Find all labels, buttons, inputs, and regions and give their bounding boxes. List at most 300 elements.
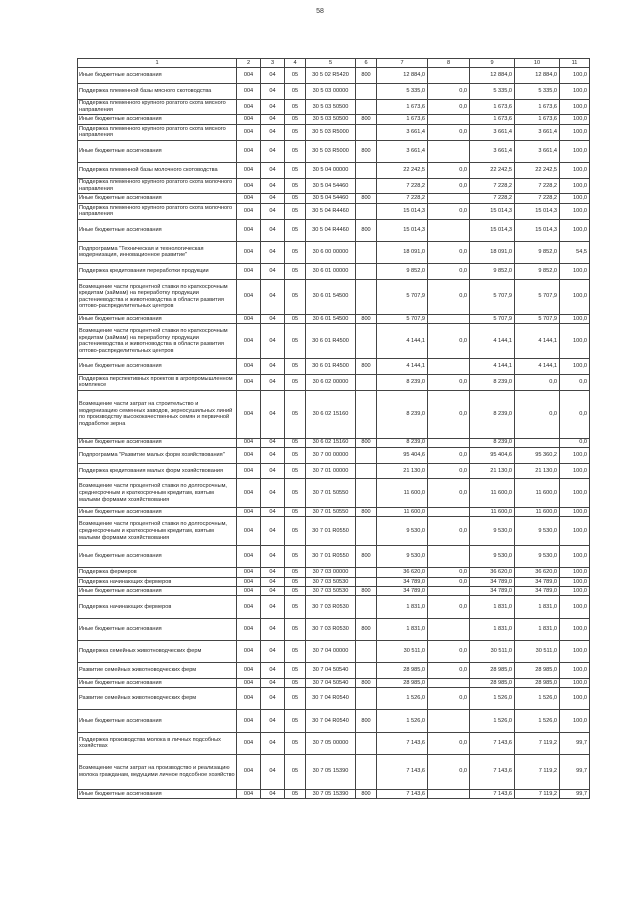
section-code-cell: 04 (261, 618, 285, 640)
table-row (78, 732, 590, 754)
table-row (78, 688, 590, 710)
row-name-cell: Возмещение части затрат на строительство и модернизацию семенных заводов, зерносушильных линий по производству высококачественных семян и первичной подработке зерна (78, 390, 237, 438)
row-name-cell: Поддержка перспективных проектов в агропромышленном комплексе (78, 374, 237, 390)
ministry-code-cell: 004 (237, 662, 261, 678)
ministry-code-cell: 004 (237, 463, 261, 479)
refined-amount-cell: 11 600,0 (470, 508, 515, 517)
ministry-code-cell: 004 (237, 178, 261, 194)
execution-percent-cell: 99,7 (560, 732, 590, 754)
change-amount-cell: 0,0 (428, 662, 470, 678)
executed-amount-cell: 28 985,0 (515, 662, 560, 678)
table-row (78, 314, 590, 323)
ministry-code-cell: 004 (237, 314, 261, 323)
ministry-code-cell: 004 (237, 390, 261, 438)
refined-amount-cell: 12 884,0 (470, 68, 515, 84)
section-code-cell: 04 (261, 754, 285, 789)
section-code-cell: 04 (261, 314, 285, 323)
subsection-code-cell: 05 (285, 517, 306, 546)
section-code-cell: 04 (261, 279, 285, 314)
approved-amount-cell: 11 600,0 (377, 508, 428, 517)
expense-type-cell: 800 (356, 546, 377, 568)
executed-amount-cell: 7 119,2 (515, 732, 560, 754)
target-article-cell: 30 6 01 R4500 (306, 324, 356, 359)
refined-amount-cell: 21 130,0 (470, 463, 515, 479)
section-code-cell: 04 (261, 640, 285, 662)
row-name-cell: Развитие семейных животноводческих ферм (78, 688, 237, 710)
refined-amount-cell: 3 661,4 (470, 140, 515, 162)
subsection-code-cell: 05 (285, 789, 306, 798)
subsection-code-cell: 05 (285, 359, 306, 375)
approved-amount-cell: 28 985,0 (377, 678, 428, 687)
table-row (78, 162, 590, 178)
expense-type-cell (356, 517, 377, 546)
approved-amount-cell: 30 511,0 (377, 640, 428, 662)
refined-amount-cell: 5 707,9 (470, 279, 515, 314)
refined-amount-cell: 7 143,6 (470, 754, 515, 789)
executed-amount-cell: 30 511,0 (515, 640, 560, 662)
table-row (78, 374, 590, 390)
header-cell: 1 (78, 59, 237, 68)
target-article-cell: 30 7 04 50540 (306, 678, 356, 687)
subsection-code-cell: 05 (285, 508, 306, 517)
target-article-cell: 30 7 04 R0540 (306, 710, 356, 732)
change-amount-cell (428, 438, 470, 447)
change-amount-cell: 0,0 (428, 577, 470, 586)
expense-type-cell (356, 203, 377, 219)
target-article-cell: 30 7 04 00000 (306, 640, 356, 662)
subsection-code-cell: 05 (285, 279, 306, 314)
table-row (78, 263, 590, 279)
change-amount-cell (428, 618, 470, 640)
execution-percent-cell: 100,0 (560, 678, 590, 687)
execution-percent-cell: 100,0 (560, 359, 590, 375)
ministry-code-cell: 004 (237, 546, 261, 568)
section-code-cell: 04 (261, 596, 285, 618)
row-name-cell: Поддержка фермеров (78, 568, 237, 577)
refined-amount-cell: 9 530,0 (470, 517, 515, 546)
execution-percent-cell: 100,0 (560, 162, 590, 178)
expense-type-cell: 800 (356, 618, 377, 640)
approved-amount-cell: 3 661,4 (377, 140, 428, 162)
section-code-cell: 04 (261, 99, 285, 115)
target-article-cell: 30 5 04 54460 (306, 194, 356, 203)
row-name-cell: Иные бюджетные ассигнования (78, 219, 237, 241)
table-row (78, 124, 590, 140)
approved-amount-cell: 1 526,0 (377, 710, 428, 732)
table-row (78, 447, 590, 463)
change-amount-cell (428, 789, 470, 798)
row-name-cell: Иные бюджетные ассигнования (78, 508, 237, 517)
approved-amount-cell: 5 707,9 (377, 314, 428, 323)
refined-amount-cell: 95 404,6 (470, 447, 515, 463)
section-code-cell: 04 (261, 124, 285, 140)
target-article-cell: 30 7 01 50550 (306, 479, 356, 508)
refined-amount-cell: 8 239,0 (470, 438, 515, 447)
refined-amount-cell: 9 530,0 (470, 546, 515, 568)
execution-percent-cell: 100,0 (560, 688, 590, 710)
target-article-cell: 30 7 04 R0540 (306, 688, 356, 710)
refined-amount-cell: 30 511,0 (470, 640, 515, 662)
expense-type-cell: 800 (356, 789, 377, 798)
execution-percent-cell: 100,0 (560, 314, 590, 323)
approved-amount-cell: 8 239,0 (377, 374, 428, 390)
ministry-code-cell: 004 (237, 577, 261, 586)
subsection-code-cell: 05 (285, 479, 306, 508)
executed-amount-cell: 95 360,2 (515, 447, 560, 463)
executed-amount-cell: 1 673,6 (515, 99, 560, 115)
table-row (78, 754, 590, 789)
change-amount-cell (428, 194, 470, 203)
executed-amount-cell: 7 228,2 (515, 194, 560, 203)
ministry-code-cell: 004 (237, 83, 261, 99)
header-cell: 9 (470, 59, 515, 68)
target-article-cell: 30 5 04 R4460 (306, 219, 356, 241)
row-name-cell: Возмещение части затрат на производство и реализацию молока гражданам, ведущими личное подсобное хозяйство (78, 754, 237, 789)
refined-amount-cell: 5 335,0 (470, 83, 515, 99)
expense-type-cell: 800 (356, 710, 377, 732)
table-row (78, 194, 590, 203)
target-article-cell: 30 7 03 00000 (306, 568, 356, 577)
refined-amount-cell: 34 789,0 (470, 577, 515, 586)
change-amount-cell: 0,0 (428, 124, 470, 140)
subsection-code-cell: 05 (285, 447, 306, 463)
ministry-code-cell: 004 (237, 568, 261, 577)
target-article-cell: 30 7 01 50550 (306, 508, 356, 517)
row-name-cell: Поддержка племенного крупного рогатого скота молочного направления (78, 203, 237, 219)
table-row (78, 546, 590, 568)
row-name-cell: Поддержка начинающих фермеров (78, 596, 237, 618)
row-name-cell: Иные бюджетные ассигнования (78, 438, 237, 447)
table-row (78, 662, 590, 678)
expense-type-cell (356, 374, 377, 390)
row-name-cell: Возмещение части процентной ставки по долгосрочным, среднесрочным и краткосрочным кредитам, взятым малыми формами хозяйствования (78, 479, 237, 508)
execution-percent-cell: 100,0 (560, 83, 590, 99)
subsection-code-cell: 05 (285, 587, 306, 596)
change-amount-cell (428, 219, 470, 241)
table-row (78, 115, 590, 124)
approved-amount-cell: 1 831,0 (377, 618, 428, 640)
table-row (78, 279, 590, 314)
approved-amount-cell: 36 620,0 (377, 568, 428, 577)
target-article-cell: 30 6 01 54500 (306, 279, 356, 314)
refined-amount-cell: 1 831,0 (470, 618, 515, 640)
approved-amount-cell: 8 239,0 (377, 438, 428, 447)
row-name-cell: Поддержка семейных животноводческих ферм (78, 640, 237, 662)
target-article-cell: 30 7 03 50530 (306, 587, 356, 596)
subsection-code-cell: 05 (285, 732, 306, 754)
subsection-code-cell: 05 (285, 390, 306, 438)
row-name-cell: Поддержка племенного крупного рогатого скота молочного направления (78, 178, 237, 194)
execution-percent-cell: 100,0 (560, 577, 590, 586)
table-row (78, 596, 590, 618)
change-amount-cell: 0,0 (428, 279, 470, 314)
execution-percent-cell: 100,0 (560, 178, 590, 194)
executed-amount-cell: 1 831,0 (515, 618, 560, 640)
executed-amount-cell: 1 831,0 (515, 596, 560, 618)
refined-amount-cell: 7 143,6 (470, 732, 515, 754)
ministry-code-cell: 004 (237, 203, 261, 219)
change-amount-cell (428, 587, 470, 596)
executed-amount-cell: 12 884,0 (515, 68, 560, 84)
approved-amount-cell: 8 239,0 (377, 390, 428, 438)
executed-amount-cell: 28 985,0 (515, 678, 560, 687)
expense-type-cell (356, 447, 377, 463)
section-code-cell: 04 (261, 662, 285, 678)
section-code-cell: 04 (261, 517, 285, 546)
table-row (78, 359, 590, 375)
expense-type-cell (356, 732, 377, 754)
row-name-cell: Поддержка племенной базы молочного скотоводства (78, 162, 237, 178)
change-amount-cell: 0,0 (428, 596, 470, 618)
header-cell: 10 (515, 59, 560, 68)
ministry-code-cell: 004 (237, 279, 261, 314)
section-code-cell: 04 (261, 140, 285, 162)
execution-percent-cell: 100,0 (560, 140, 590, 162)
row-name-cell: Иные бюджетные ассигнования (78, 618, 237, 640)
refined-amount-cell: 28 985,0 (470, 678, 515, 687)
target-article-cell: 30 7 01 00000 (306, 463, 356, 479)
target-article-cell: 30 6 02 15160 (306, 438, 356, 447)
subsection-code-cell: 05 (285, 263, 306, 279)
approved-amount-cell: 7 228,2 (377, 194, 428, 203)
expense-type-cell (356, 178, 377, 194)
ministry-code-cell: 004 (237, 374, 261, 390)
executed-amount-cell: 9 530,0 (515, 546, 560, 568)
table-row (78, 618, 590, 640)
executed-amount-cell: 7 119,2 (515, 789, 560, 798)
section-code-cell: 04 (261, 263, 285, 279)
refined-amount-cell: 18 091,0 (470, 241, 515, 263)
execution-percent-cell: 100,0 (560, 203, 590, 219)
section-code-cell: 04 (261, 789, 285, 798)
change-amount-cell: 0,0 (428, 463, 470, 479)
executed-amount-cell: 3 661,4 (515, 124, 560, 140)
section-code-cell: 04 (261, 508, 285, 517)
approved-amount-cell: 9 852,0 (377, 263, 428, 279)
executed-amount-cell: 1 526,0 (515, 710, 560, 732)
expense-type-cell: 800 (356, 115, 377, 124)
approved-amount-cell: 7 143,6 (377, 789, 428, 798)
change-amount-cell: 0,0 (428, 390, 470, 438)
approved-amount-cell: 7 143,6 (377, 732, 428, 754)
subsection-code-cell: 05 (285, 618, 306, 640)
executed-amount-cell: 5 707,9 (515, 314, 560, 323)
section-code-cell: 04 (261, 710, 285, 732)
target-article-cell: 30 5 03 R5000 (306, 124, 356, 140)
approved-amount-cell: 34 789,0 (377, 577, 428, 586)
expense-type-cell (356, 83, 377, 99)
change-amount-cell: 0,0 (428, 447, 470, 463)
expense-type-cell: 800 (356, 508, 377, 517)
expense-type-cell (356, 124, 377, 140)
change-amount-cell: 0,0 (428, 754, 470, 789)
header-cell: 8 (428, 59, 470, 68)
refined-amount-cell: 34 789,0 (470, 587, 515, 596)
subsection-code-cell: 05 (285, 577, 306, 586)
execution-percent-cell: 100,0 (560, 447, 590, 463)
target-article-cell: 30 6 00 00000 (306, 241, 356, 263)
header-cell: 3 (261, 59, 285, 68)
change-amount-cell: 0,0 (428, 162, 470, 178)
row-name-cell: Подпрограмма "Развитие малых форм хозяйствования" (78, 447, 237, 463)
target-article-cell: 30 7 05 00000 (306, 732, 356, 754)
change-amount-cell: 0,0 (428, 203, 470, 219)
execution-percent-cell: 99,7 (560, 789, 590, 798)
row-name-cell: Иные бюджетные ассигнования (78, 789, 237, 798)
executed-amount-cell: 7 228,2 (515, 178, 560, 194)
execution-percent-cell: 100,0 (560, 479, 590, 508)
change-amount-cell (428, 546, 470, 568)
refined-amount-cell: 1 831,0 (470, 596, 515, 618)
section-code-cell: 04 (261, 115, 285, 124)
refined-amount-cell: 5 707,9 (470, 314, 515, 323)
change-amount-cell: 0,0 (428, 241, 470, 263)
row-name-cell: Иные бюджетные ассигнования (78, 359, 237, 375)
refined-amount-cell: 7 143,6 (470, 789, 515, 798)
ministry-code-cell: 004 (237, 587, 261, 596)
section-code-cell: 04 (261, 587, 285, 596)
target-article-cell: 30 5 03 50500 (306, 99, 356, 115)
approved-amount-cell: 1 831,0 (377, 596, 428, 618)
refined-amount-cell: 36 620,0 (470, 568, 515, 577)
section-code-cell: 04 (261, 194, 285, 203)
section-code-cell: 04 (261, 203, 285, 219)
refined-amount-cell: 8 239,0 (470, 374, 515, 390)
approved-amount-cell: 1 673,6 (377, 115, 428, 124)
expense-type-cell (356, 479, 377, 508)
change-amount-cell: 0,0 (428, 640, 470, 662)
table-row (78, 99, 590, 115)
change-amount-cell (428, 678, 470, 687)
execution-percent-cell: 100,0 (560, 324, 590, 359)
approved-amount-cell: 4 144,1 (377, 324, 428, 359)
refined-amount-cell: 7 228,2 (470, 178, 515, 194)
executed-amount-cell: 9 852,0 (515, 241, 560, 263)
execution-percent-cell: 0,0 (560, 390, 590, 438)
execution-percent-cell: 100,0 (560, 640, 590, 662)
execution-percent-cell: 100,0 (560, 68, 590, 84)
change-amount-cell (428, 314, 470, 323)
approved-amount-cell: 1 526,0 (377, 688, 428, 710)
table-row (78, 463, 590, 479)
executed-amount-cell: 9 852,0 (515, 263, 560, 279)
execution-percent-cell: 99,7 (560, 754, 590, 789)
row-name-cell: Поддержка племенного крупного рогатого скота мясного направления (78, 99, 237, 115)
execution-percent-cell: 0,0 (560, 374, 590, 390)
approved-amount-cell: 34 789,0 (377, 587, 428, 596)
refined-amount-cell: 15 014,3 (470, 203, 515, 219)
change-amount-cell: 0,0 (428, 732, 470, 754)
target-article-cell: 30 6 01 54500 (306, 314, 356, 323)
execution-percent-cell: 100,0 (560, 219, 590, 241)
target-article-cell: 30 6 01 00000 (306, 263, 356, 279)
header-cell: 2 (237, 59, 261, 68)
execution-percent-cell: 100,0 (560, 710, 590, 732)
row-name-cell: Поддержка начинающих фермеров (78, 577, 237, 586)
change-amount-cell: 0,0 (428, 688, 470, 710)
target-article-cell: 30 5 04 00000 (306, 162, 356, 178)
refined-amount-cell: 15 014,3 (470, 219, 515, 241)
executed-amount-cell: 21 130,0 (515, 463, 560, 479)
target-article-cell: 30 5 03 50500 (306, 115, 356, 124)
executed-amount-cell: 11 600,0 (515, 479, 560, 508)
approved-amount-cell: 12 884,0 (377, 68, 428, 84)
row-name-cell: Возмещение части процентной ставки по долгосрочным, среднесрочным и краткосрочным кредитам, взятым малыми формами хозяйствования (78, 517, 237, 546)
expense-type-cell: 800 (356, 140, 377, 162)
row-name-cell: Иные бюджетные ассигнования (78, 115, 237, 124)
table-row (78, 508, 590, 517)
ministry-code-cell: 004 (237, 162, 261, 178)
section-code-cell: 04 (261, 219, 285, 241)
executed-amount-cell: 1 673,6 (515, 115, 560, 124)
header-cell: 7 (377, 59, 428, 68)
change-amount-cell (428, 710, 470, 732)
executed-amount-cell: 11 600,0 (515, 508, 560, 517)
subsection-code-cell: 05 (285, 219, 306, 241)
approved-amount-cell: 28 985,0 (377, 662, 428, 678)
section-code-cell: 04 (261, 83, 285, 99)
executed-amount-cell: 9 530,0 (515, 517, 560, 546)
row-name-cell: Поддержка кредитования переработки продукции (78, 263, 237, 279)
target-article-cell: 30 5 04 R4460 (306, 203, 356, 219)
row-name-cell: Поддержка производства молока в личных подсобных хозяйствах (78, 732, 237, 754)
section-code-cell: 04 (261, 438, 285, 447)
execution-percent-cell: 100,0 (560, 115, 590, 124)
refined-amount-cell: 3 661,4 (470, 124, 515, 140)
subsection-code-cell: 05 (285, 710, 306, 732)
table-row (78, 640, 590, 662)
subsection-code-cell: 05 (285, 463, 306, 479)
execution-percent-cell: 100,0 (560, 263, 590, 279)
expense-type-cell: 800 (356, 359, 377, 375)
table-row (78, 789, 590, 798)
executed-amount-cell: 4 144,1 (515, 359, 560, 375)
execution-percent-cell: 100,0 (560, 194, 590, 203)
header-cell: 5 (306, 59, 356, 68)
target-article-cell: 30 5 04 54460 (306, 178, 356, 194)
executed-amount-cell: 0,0 (515, 374, 560, 390)
table-row (78, 178, 590, 194)
row-name-cell: Иные бюджетные ассигнования (78, 710, 237, 732)
section-code-cell: 04 (261, 688, 285, 710)
subsection-code-cell: 05 (285, 241, 306, 263)
expense-type-cell (356, 241, 377, 263)
table-row (78, 68, 590, 84)
execution-percent-cell: 0,0 (560, 438, 590, 447)
executed-amount-cell: 5 707,9 (515, 279, 560, 314)
target-article-cell: 30 7 01 R0550 (306, 517, 356, 546)
section-code-cell: 04 (261, 68, 285, 84)
table-row (78, 203, 590, 219)
header-cell: 11 (560, 59, 590, 68)
ministry-code-cell: 004 (237, 678, 261, 687)
expense-type-cell (356, 99, 377, 115)
change-amount-cell (428, 140, 470, 162)
expense-type-cell (356, 263, 377, 279)
refined-amount-cell: 22 242,5 (470, 162, 515, 178)
section-code-cell: 04 (261, 359, 285, 375)
table-row (78, 324, 590, 359)
approved-amount-cell: 22 242,5 (377, 162, 428, 178)
subsection-code-cell: 05 (285, 754, 306, 789)
executed-amount-cell: 22 242,5 (515, 162, 560, 178)
section-code-cell: 04 (261, 162, 285, 178)
approved-amount-cell: 18 091,0 (377, 241, 428, 263)
refined-amount-cell: 4 144,1 (470, 359, 515, 375)
refined-amount-cell: 9 852,0 (470, 263, 515, 279)
subsection-code-cell: 05 (285, 688, 306, 710)
executed-amount-cell: 0,0 (515, 390, 560, 438)
